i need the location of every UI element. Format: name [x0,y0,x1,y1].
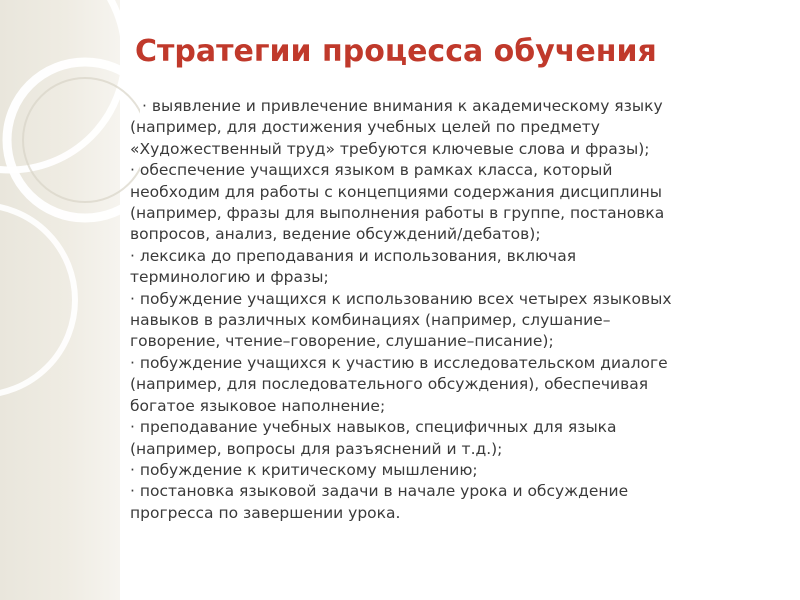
list-item: · выявление и привлечение внимания к академическому языку (например, для достижения учебных целей по предмету «Художественный труд» требуются ключевые слова и фразы); [130,97,663,158]
decorative-circles [0,0,140,600]
slide-title: Стратегии процесса обучения [135,34,657,69]
decorative-ring-top [0,0,125,170]
decorative-ring-inner [23,78,140,202]
list-item: · побуждение учащихся к использованию всех четырех языковых навыков в различных комбинациях (например, слушание– говорение, чтение–говорение, слушание–писание); [130,289,672,351]
list-item: · побуждение к критическому мышлению; [130,460,478,479]
list-item: · преподавание учебных навыков, специфичных для языка (например, вопросы для разъяснений и т.д.); [130,418,617,458]
list-item: · постановка языковой задачи в начале урока и обсуждение прогресса по завершении урока. [130,482,629,522]
decorative-ring-bottom [0,205,75,395]
list-item: · побуждение учащихся к участию в исследовательском диалоге (например, для последовательного обсуждения), обеспечивая богатое языковое наполнение; [130,353,668,415]
strategy-list [130,96,770,524]
list-item: · обеспечение учащихся языком в рамках класса, который необходим для работы с концепциями содержания дисциплины (например, фразы для выполнения работы в группе, постановка вопросов, анализ, ведение обсуждений/дебатов); [130,161,665,244]
list-item: · лексика до преподавания и использования, включая терминологию и фразы; [130,246,577,287]
